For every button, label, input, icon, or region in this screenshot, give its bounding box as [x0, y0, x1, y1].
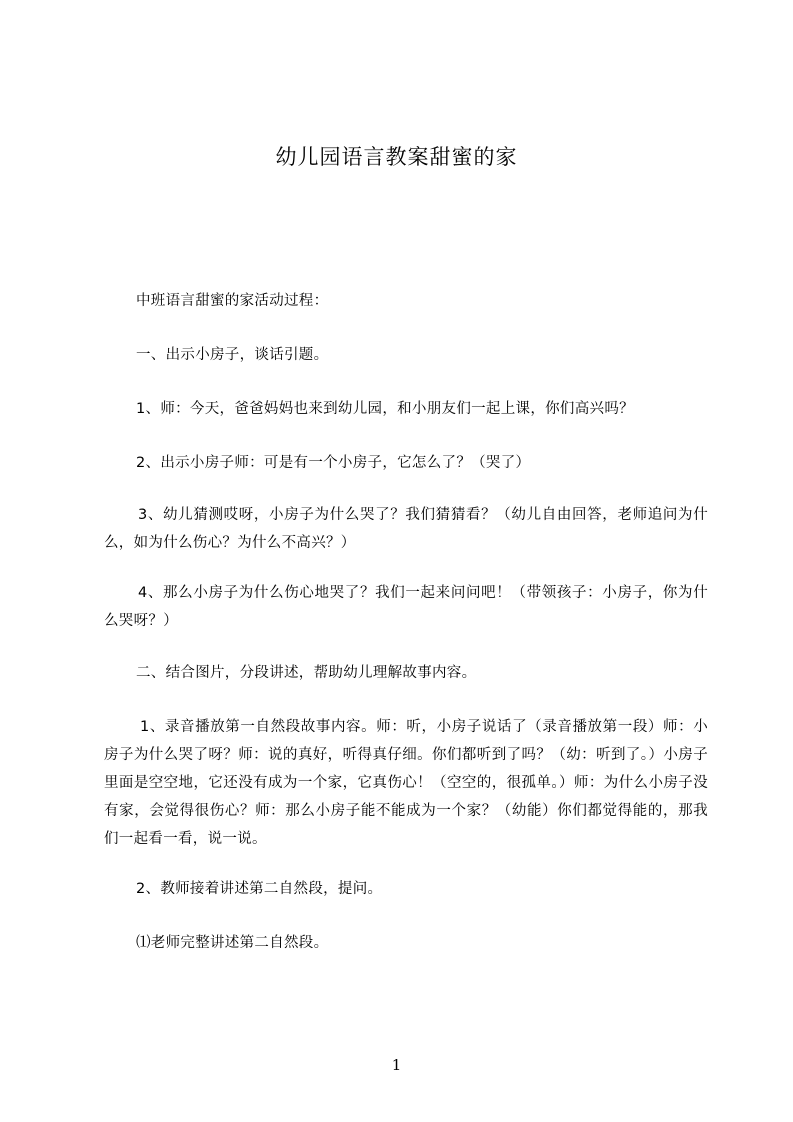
- paragraph-section-1: 一、出示小房子，谈话引题。: [136, 347, 329, 363]
- paragraph-item-2: 2、出示小房子师：可是有一个小房子，它怎么了？（哭了）: [136, 455, 531, 471]
- paragraph-section-2: 二、结合图片，分段讲述，帮助幼儿理解故事内容。: [136, 665, 477, 681]
- page-number: 1: [391, 1056, 402, 1074]
- paragraph-item-1: 1、师：今天，爸爸妈妈也来到幼儿园，和小朋友们一起上课，你们高兴吗？: [136, 401, 634, 417]
- paragraph-subitem-1: ⑴老师完整讲述第二自然段。: [136, 935, 329, 951]
- paragraph-item-4: 4、那么小房子为什么伤心地哭了？我们一起来问问吧！（带领孩子：小房子，你为什么哭呀？）: [104, 585, 708, 629]
- paragraph-item-5: 1、录音播放第一自然段故事内容。师：听，小房子说话了（录音播放第一段）师：小房子为什么哭了呀？师：说的真好，听得真仔细。你们都听到了吗？（幼：听到了。）小房子里面是空空地，它还没有成为一个家，它真伤心！（空空的，很孤单。）师：为什么小房子没有家，会觉得很伤心？师：那么小房子能不能成为一个家？（幼能）你们都觉得能的，那我们一起看一看，说一说。: [104, 719, 708, 847]
- paragraph-item-3: 3、幼儿猜测哎呀，小房子为什么哭了？我们猜猜看？（幼儿自由回答，老师追问为什么，如为什么伤心？为什么不高兴？）: [104, 507, 708, 551]
- paragraph-intro: 中班语言甜蜜的家活动过程：: [136, 293, 329, 309]
- paragraph-item-6: 2、教师接着讲述第二自然段，提问。: [136, 881, 383, 897]
- document-title: 幼儿园语言教案甜蜜的家: [275, 145, 518, 169]
